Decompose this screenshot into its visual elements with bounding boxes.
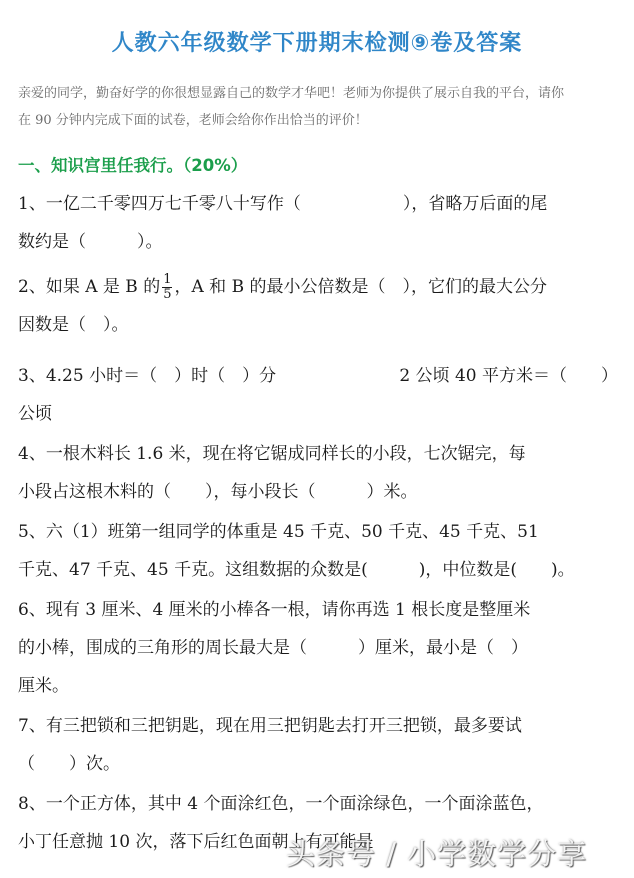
question-text: 2、如果 A 是 B 的 xyxy=(18,277,161,297)
question-line: 厘米。 xyxy=(18,676,69,696)
question-3 xyxy=(18,357,618,433)
question-line: 7、有三把锁和三把钥匙，现在用三把钥匙去打开三把锁，最多要试 xyxy=(18,716,522,736)
page-title: 人教六年级数学下册期末检测⑨卷及答案 xyxy=(111,31,523,56)
fraction-numerator: 1 xyxy=(163,272,172,287)
question-line: 小段占这根木料的（ ），每小段长（ ）米。 xyxy=(18,482,418,502)
question-line xyxy=(18,268,618,306)
question-7 xyxy=(18,707,618,783)
question-line: 1、一亿二千零四万七千零八十写作（ ），省略万后面的尾 xyxy=(18,194,548,214)
section-heading: 一、知识宫里任我行。（20%） xyxy=(18,156,248,175)
question-line: 小丁任意抛 10 次，落下后红色面朝上有可能是 xyxy=(18,832,374,852)
question-line: 6、现有 3 厘米、4 厘米的小棒各一根，请你再选 1 根长度是整厘米 xyxy=(18,600,531,620)
intro-line: 在 90 分钟内完成下面的试卷，老师会给你作出恰当的评价！ xyxy=(18,113,368,128)
question-line: 因数是（ ）。 xyxy=(18,315,129,335)
question-line: 5、六（1）班第一组同学的体重是 45 千克、50 千克、45 千克、51 xyxy=(18,522,539,542)
question-text: 3、4.25 小时＝（ ）时（ ）分 xyxy=(18,366,277,386)
intro-line: 亲爱的同学，勤奋好学的你很想显露自己的数学才华吧！老师为你提供了展示自我的平台，请你 xyxy=(18,86,565,101)
question-line: 千克、47 千克、45 千克。这组数据的众数是( )，中位数是( )。 xyxy=(18,560,575,580)
question-line: （ ）次。 xyxy=(18,754,120,774)
fraction xyxy=(162,273,172,302)
question-5 xyxy=(18,513,618,589)
question-line: 8、一个正方体，其中 4 个面涂红色，一个面涂绿色，一个面涂蓝色， xyxy=(18,794,544,814)
question-text: 2 公顷 40 平方米＝（ ） xyxy=(399,366,618,386)
question-line: 4、一根木料长 1.6 米，现在将它锯成同样长的小段，七次锯完，每 xyxy=(18,444,526,464)
question-6 xyxy=(18,591,618,705)
question-line: 公顷 xyxy=(18,404,52,424)
question-4 xyxy=(18,435,618,511)
intro-text xyxy=(18,80,618,134)
question-line: 的小棒，围成的三角形的周长最大是（ ）厘米，最小是（ ） xyxy=(18,638,528,658)
watermark: 头条号 / 小学数学分享 xyxy=(286,837,588,871)
question-1 xyxy=(18,185,618,261)
question-line xyxy=(18,357,618,395)
question-2 xyxy=(18,268,618,344)
fraction-denominator: 5 xyxy=(163,287,172,302)
question-text: ，A 和 B 的最小公倍数是（ ），它们的最大公分 xyxy=(174,277,547,297)
question-line: 数约是（ ）。 xyxy=(18,232,163,252)
